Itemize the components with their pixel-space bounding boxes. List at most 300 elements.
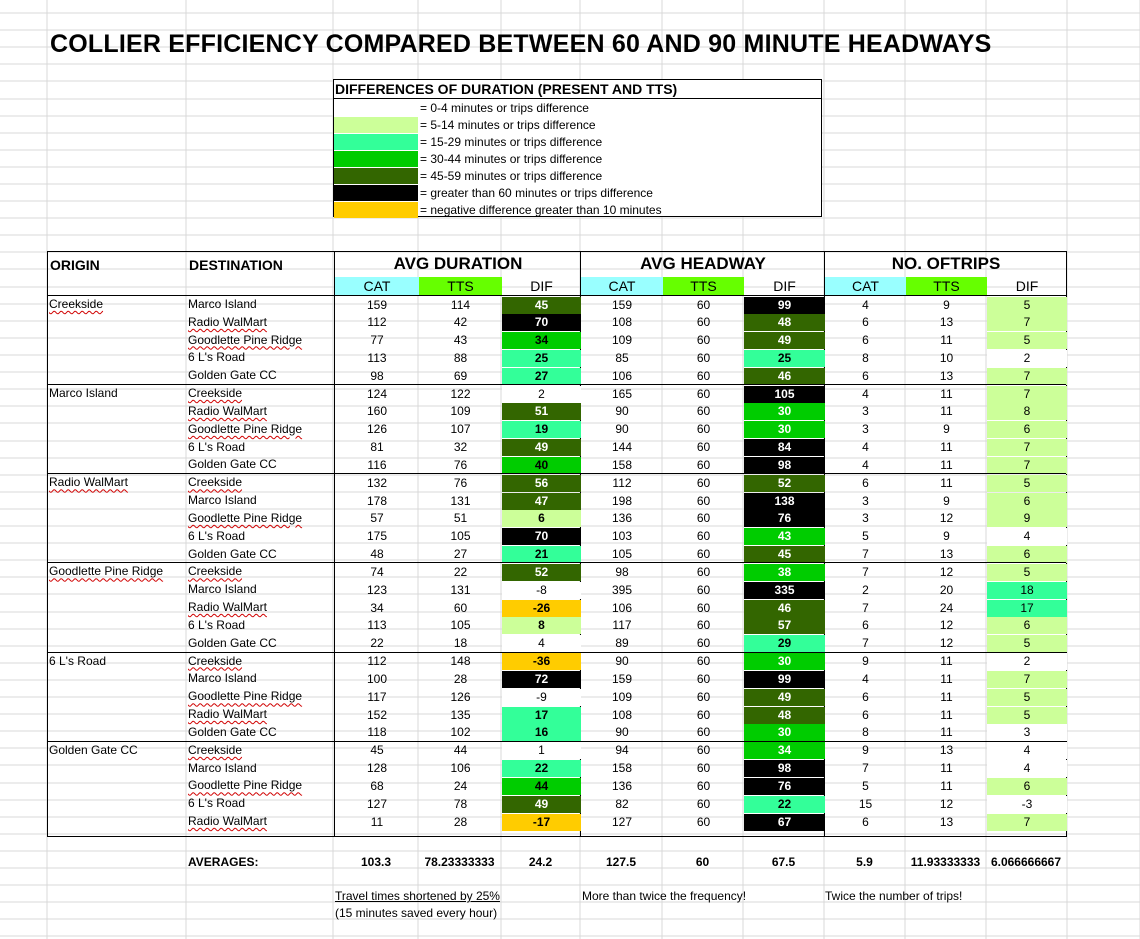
duration-tts-cell: 122 — [450, 386, 471, 401]
duration-cat-cell: 81 — [370, 440, 384, 455]
destination-label: Creekside — [188, 564, 243, 579]
origin-label: 6 L's Road — [49, 653, 106, 668]
duration-tts-cell: 43 — [453, 333, 468, 348]
duration-cat-cell: 118 — [367, 725, 387, 740]
trips-cat-cell: 8 — [862, 725, 869, 740]
destination-label: Radio WalMart — [188, 314, 267, 329]
trips-tts-cell: 11 — [940, 475, 953, 490]
duration-dif-cell: 17 — [502, 707, 581, 724]
destination-label: Creekside — [188, 386, 243, 401]
dif-column-header: DIF — [773, 278, 796, 294]
trips-tts-cell: 9 — [943, 493, 950, 508]
headway-cat-cell: 106 — [611, 368, 633, 383]
trips-cat-cell: 7 — [862, 564, 869, 579]
trips-tts-cell: 11 — [940, 725, 953, 740]
duration-dif-cell: 16 — [502, 724, 581, 741]
headway-tts-cell: 60 — [696, 778, 711, 793]
duration-cat-cell: 132 — [366, 475, 388, 490]
headway-dif-cell: 76 — [744, 510, 825, 527]
origin-label: Golden Gate CC — [49, 742, 138, 757]
trips-cat-cell: 8 — [862, 350, 869, 365]
duration-dif-cell: 34 — [502, 332, 581, 349]
destination-label: Marco Island — [188, 297, 257, 311]
tts-column-header: TTS — [663, 277, 744, 295]
duration-cat-cell: 123 — [366, 582, 388, 597]
duration-cat-cell: 113 — [367, 350, 387, 365]
duration-dif-cell: 72 — [502, 671, 581, 688]
trips-tts-cell: 10 — [939, 350, 954, 365]
headway-dif-cell: 48 — [744, 314, 825, 331]
duration-tts-cell: 107 — [450, 422, 471, 437]
average-value: 78.23333333 — [424, 855, 495, 869]
duration-cat-cell: 113 — [367, 618, 387, 633]
trips-cat-cell: 6 — [862, 315, 869, 330]
duration-dif-cell: -36 — [502, 653, 581, 670]
trips-dif-cell: 7 — [987, 457, 1067, 474]
headway-tts-cell: 60 — [696, 547, 711, 562]
headway-dif-cell: 138 — [744, 493, 825, 510]
headway-dif-cell: 30 — [744, 724, 825, 741]
headway-tts-cell: 60 — [696, 671, 711, 686]
duration-dif-cell: 4 — [502, 635, 581, 652]
duration-tts-cell: 148 — [450, 654, 471, 669]
destination-label: Goodlette Pine Ridge — [188, 421, 303, 436]
origin-label: Radio WalMart — [49, 475, 128, 490]
trips-cat-cell: 7 — [862, 600, 869, 615]
headway-cat-cell: 136 — [611, 778, 633, 793]
trips-dif-cell: 7 — [987, 314, 1067, 331]
headway-dif-cell: 22 — [744, 796, 825, 813]
destination-label: Creekside — [188, 475, 243, 490]
duration-cat-cell: 77 — [370, 333, 384, 348]
headway-tts-cell: 60 — [696, 725, 711, 740]
duration-dif-cell: 25 — [502, 350, 581, 367]
trips-cat-cell: 4 — [862, 386, 869, 401]
duration-tts-cell: 131 — [450, 582, 471, 597]
trips-dif-cell: 4 — [987, 760, 1067, 777]
headway-tts-cell: 60 — [696, 457, 711, 472]
legend-swatch — [334, 100, 418, 116]
destination-label: Creekside — [188, 653, 243, 668]
trips-dif-cell: 8 — [987, 403, 1067, 420]
duration-dif-cell: 27 — [502, 368, 581, 385]
destination-label: Marco Island — [188, 760, 257, 775]
dif-column-header: DIF — [1015, 278, 1039, 294]
destination-label: Marco Island — [188, 582, 257, 597]
trips-tts-cell: 9 — [943, 529, 950, 544]
headway-dif-cell: 48 — [744, 707, 825, 724]
averages-label: AVERAGES: — [188, 855, 259, 869]
duration-cat-cell: 68 — [370, 778, 384, 793]
duration-tts-cell: 28 — [453, 671, 468, 686]
headway-cat-cell: 109 — [611, 689, 633, 704]
headway-cat-cell: 158 — [611, 457, 633, 472]
duration-cat-cell: 112 — [367, 654, 387, 669]
destination-label: 6 L's Road — [188, 528, 245, 543]
trips-dif-cell: 9 — [987, 510, 1067, 527]
destination-label: Golden Gate CC — [188, 457, 277, 472]
headway-cat-cell: 108 — [611, 707, 633, 722]
trips-tts-cell: 24 — [939, 600, 954, 615]
legend-label: = 0-4 minutes or trips difference — [420, 101, 589, 115]
headway-dif-cell: 25 — [744, 350, 825, 367]
dif-column-header: DIF — [530, 278, 553, 294]
trips-dif-cell: 4 — [987, 742, 1067, 759]
trips-tts-cell: 11 — [940, 778, 953, 793]
headway-tts-cell: 60 — [696, 796, 711, 811]
duration-tts-cell: 135 — [450, 707, 471, 722]
trips-dif-cell: 2 — [987, 653, 1067, 670]
duration-cat-cell: 152 — [366, 707, 388, 722]
duration-tts-cell: 28 — [453, 814, 468, 829]
trips-tts-cell: 11 — [940, 386, 953, 401]
trips-tts-cell: 11 — [940, 761, 953, 776]
trips-dif-cell: 3 — [987, 724, 1067, 741]
comparison-table — [47, 251, 1067, 837]
duration-tts-cell: 126 — [450, 689, 471, 704]
duration-note-sub: (15 minutes saved every hour) — [335, 906, 498, 920]
duration-dif-cell: 70 — [502, 314, 581, 331]
trips-tts-cell: 12 — [939, 796, 954, 811]
destination-label: Golden Gate CC — [188, 724, 277, 739]
headway-dif-cell: 335 — [744, 582, 825, 599]
avg-duration-header: AVG DURATION — [393, 254, 523, 273]
trips-cat-cell: 6 — [862, 618, 869, 633]
headway-tts-cell: 60 — [696, 689, 711, 704]
headway-cat-cell: 165 — [611, 386, 633, 401]
trips-tts-cell: 20 — [939, 582, 954, 597]
headway-dif-cell: 98 — [744, 457, 825, 474]
headway-cat-cell: 90 — [615, 654, 629, 669]
trips-dif-cell: 18 — [987, 582, 1067, 599]
trips-dif-cell: 5 — [987, 564, 1067, 581]
legend-swatch — [334, 117, 418, 133]
headway-cat-cell: 103 — [611, 529, 633, 544]
headway-tts-cell: 60 — [696, 315, 711, 330]
duration-cat-cell: 124 — [366, 386, 388, 401]
legend-swatch — [334, 202, 418, 218]
duration-cat-cell: 116 — [367, 457, 387, 472]
duration-cat-cell: 57 — [370, 511, 384, 526]
trips-tts-cell: 12 — [939, 618, 954, 633]
destination-label: Radio WalMart — [188, 403, 267, 418]
headway-cat-cell: 198 — [611, 493, 633, 508]
trips-tts-cell: 11 — [940, 671, 953, 686]
duration-dif-cell: 44 — [502, 778, 581, 795]
destination-label: Radio WalMart — [188, 600, 267, 615]
legend-swatch — [334, 134, 418, 150]
trips-tts-cell: 11 — [940, 654, 953, 669]
duration-dif-cell: -8 — [502, 582, 581, 599]
trips-dif-cell: 6 — [987, 493, 1067, 510]
average-value: 11.93333333 — [910, 855, 981, 869]
destination-header: DESTINATION — [189, 257, 283, 273]
duration-dif-cell: 56 — [502, 475, 581, 492]
headway-dif-cell: 49 — [744, 689, 825, 706]
average-value: 67.5 — [771, 855, 796, 869]
legend-label: = 45-59 minutes or trips difference — [420, 169, 603, 183]
trips-dif-cell: 5 — [987, 689, 1067, 706]
headway-tts-cell: 60 — [696, 386, 711, 401]
trips-dif-cell: 4 — [987, 528, 1067, 545]
duration-cat-cell: 22 — [370, 636, 384, 651]
headway-tts-cell: 60 — [696, 529, 711, 544]
trips-dif-cell: 6 — [987, 421, 1067, 438]
destination-label: Goodlette Pine Ridge — [188, 778, 303, 793]
headway-dif-cell: 29 — [744, 635, 825, 652]
headway-tts-cell: 60 — [696, 404, 711, 419]
headway-tts-cell: 60 — [696, 814, 711, 829]
trips-tts-cell: 13 — [939, 814, 954, 829]
no-of-trips-header: NO. OFTRIPS — [891, 254, 1001, 273]
headway-cat-cell: 108 — [611, 315, 633, 330]
headway-cat-cell: 98 — [615, 564, 629, 579]
headway-cat-cell: 112 — [612, 475, 632, 490]
duration-tts-cell: 60 — [453, 600, 468, 615]
headway-tts-cell: 60 — [696, 707, 711, 722]
duration-cat-cell: 128 — [366, 761, 388, 776]
trips-cat-cell: 9 — [862, 743, 869, 758]
duration-dif-cell: 70 — [502, 528, 581, 545]
duration-cat-cell: 11 — [370, 814, 384, 829]
duration-tts-cell: 109 — [450, 404, 471, 419]
trips-cat-cell: 5 — [862, 529, 869, 544]
duration-cat-cell: 100 — [366, 671, 388, 686]
headway-dif-cell: 38 — [744, 564, 825, 581]
duration-tts-cell: 32 — [453, 440, 468, 455]
trips-cat-cell: 6 — [862, 707, 869, 722]
duration-tts-cell: 105 — [450, 529, 471, 544]
trips-cat-cell: 4 — [862, 440, 869, 455]
trips-dif-cell: 2 — [987, 350, 1067, 367]
duration-dif-cell: 51 — [502, 403, 581, 420]
duration-dif-cell: 40 — [502, 457, 581, 474]
duration-cat-cell: 175 — [366, 529, 388, 544]
headway-dif-cell: 49 — [744, 332, 825, 349]
trips-cat-cell: 3 — [862, 422, 869, 437]
duration-cat-cell: 45 — [370, 743, 384, 758]
legend-label: = 30-44 minutes or trips difference — [420, 152, 603, 166]
legend-divider — [334, 98, 821, 99]
headway-cat-cell: 89 — [615, 636, 629, 651]
trips-dif-cell: 6 — [987, 778, 1067, 795]
trips-tts-cell: 9 — [943, 422, 950, 437]
headway-tts-cell: 60 — [696, 475, 711, 490]
trips-dif-cell: 5 — [987, 297, 1067, 314]
duration-dif-cell: 2 — [502, 386, 581, 403]
trips-dif-cell: 5 — [987, 332, 1067, 349]
trips-cat-cell: 6 — [862, 475, 869, 490]
tts-column-header: TTS — [906, 277, 987, 295]
headway-tts-cell: 60 — [696, 350, 711, 365]
trips-tts-cell: 11 — [940, 333, 953, 348]
duration-dif-cell: 47 — [502, 493, 581, 510]
duration-cat-cell: 160 — [366, 404, 388, 419]
duration-tts-cell: 106 — [450, 761, 471, 776]
headway-tts-cell: 60 — [696, 564, 711, 579]
trips-cat-cell: 3 — [862, 511, 869, 526]
trips-tts-cell: 12 — [939, 564, 954, 579]
origin-header: ORIGIN — [50, 257, 100, 273]
destination-label: 6 L's Road — [188, 617, 245, 632]
trips-dif-cell: 7 — [987, 368, 1067, 385]
trips-dif-cell: 6 — [987, 546, 1067, 563]
duration-tts-cell: 51 — [453, 511, 468, 526]
duration-tts-cell: 24 — [453, 778, 468, 793]
headway-tts-cell: 60 — [696, 297, 711, 312]
duration-tts-cell: 105 — [450, 618, 471, 633]
headway-tts-cell: 60 — [696, 761, 711, 776]
legend-label: = negative difference greater than 10 minutes — [420, 203, 662, 217]
page-title: COLLIER EFFICIENCY COMPARED BETWEEN 60 AND 90 MINUTE HEADWAYS — [50, 30, 992, 58]
duration-cat-cell: 48 — [370, 547, 384, 562]
headway-cat-cell: 159 — [611, 671, 633, 686]
trips-tts-cell: 13 — [939, 743, 954, 758]
duration-cat-cell: 34 — [370, 600, 384, 615]
origin-label: Goodlette Pine Ridge — [49, 564, 164, 579]
trips-note: Twice the number of trips! — [825, 889, 963, 903]
duration-tts-cell: 131 — [450, 493, 471, 508]
trips-dif-cell: 5 — [987, 635, 1067, 652]
headway-dif-cell: 67 — [744, 814, 825, 831]
duration-dif-cell: 21 — [502, 546, 581, 563]
headway-cat-cell: 117 — [612, 618, 632, 633]
trips-tts-cell: 13 — [939, 368, 954, 383]
trips-cat-cell: 5 — [862, 778, 869, 793]
trips-tts-cell: 12 — [939, 636, 954, 651]
duration-dif-cell: 22 — [502, 760, 581, 777]
trips-cat-cell: 7 — [862, 761, 869, 776]
legend-label: = 15-29 minutes or trips difference — [420, 135, 603, 149]
headway-dif-cell: 99 — [744, 671, 825, 688]
duration-dif-cell: 6 — [502, 510, 581, 527]
trips-cat-cell: 6 — [862, 814, 869, 829]
headway-tts-cell: 60 — [696, 743, 711, 758]
headway-dif-cell: 105 — [744, 386, 825, 403]
trips-dif-cell: 7 — [987, 439, 1067, 456]
legend-swatch — [334, 168, 418, 184]
trips-dif-cell: 17 — [987, 600, 1067, 617]
destination-label: Golden Gate CC — [188, 546, 277, 561]
legend-label: = greater than 60 minutes or trips difference — [420, 186, 653, 200]
duration-tts-cell: 88 — [453, 350, 468, 365]
duration-tts-cell: 76 — [453, 475, 468, 490]
duration-dif-cell: 8 — [502, 617, 581, 634]
average-value: 5.9 — [856, 855, 873, 869]
headway-cat-cell: 94 — [615, 743, 629, 758]
destination-label: 6 L's Road — [188, 796, 245, 811]
trips-dif-cell: -3 — [987, 796, 1067, 813]
headway-cat-cell: 159 — [611, 297, 633, 312]
trips-cat-cell: 9 — [862, 654, 869, 669]
legend-swatch — [334, 185, 418, 201]
origin-label: Creekside — [49, 297, 104, 311]
headway-note: More than twice the frequency! — [582, 889, 747, 903]
duration-tts-cell: 69 — [453, 368, 468, 383]
cat-column-header: CAT — [825, 277, 906, 295]
tts-column-header: TTS — [419, 277, 502, 295]
trips-cat-cell: 4 — [862, 457, 869, 472]
duration-cat-cell: 74 — [370, 564, 384, 579]
duration-note: Travel times shortened by 25% — [335, 889, 500, 903]
trips-cat-cell: 4 — [862, 671, 869, 686]
destination-label: Marco Island — [188, 493, 257, 508]
trips-cat-cell: 3 — [862, 493, 869, 508]
headway-cat-cell: 136 — [611, 511, 633, 526]
duration-tts-cell: 42 — [453, 315, 468, 330]
trips-cat-cell: 7 — [862, 636, 869, 651]
cat-column-header: CAT — [581, 277, 663, 295]
average-value: 103.3 — [360, 855, 392, 869]
trips-dif-cell: 7 — [987, 671, 1067, 688]
trips-dif-cell: 7 — [987, 814, 1067, 831]
trips-cat-cell: 6 — [862, 689, 869, 704]
destination-label: Golden Gate CC — [188, 368, 277, 383]
headway-tts-cell: 60 — [696, 618, 711, 633]
duration-cat-cell: 127 — [366, 796, 388, 811]
legend-label: = 5-14 minutes or trips difference — [420, 118, 596, 132]
headway-cat-cell: 90 — [615, 725, 629, 740]
headway-tts-cell: 60 — [696, 636, 711, 651]
headway-dif-cell: 98 — [744, 760, 825, 777]
headway-cat-cell: 158 — [611, 761, 633, 776]
headway-cat-cell: 144 — [611, 440, 633, 455]
trips-cat-cell: 6 — [862, 368, 869, 383]
duration-cat-cell: 117 — [367, 689, 387, 704]
headway-dif-cell: 99 — [744, 297, 825, 314]
headway-dif-cell: 84 — [744, 439, 825, 456]
trips-dif-cell: 6 — [987, 617, 1067, 634]
duration-dif-cell: -26 — [502, 600, 581, 617]
duration-tts-cell: 18 — [453, 636, 468, 651]
origin-label: Marco Island — [49, 386, 118, 401]
trips-tts-cell: 13 — [939, 315, 954, 330]
headway-tts-cell: 60 — [696, 333, 711, 348]
headway-cat-cell: 90 — [615, 404, 629, 419]
destination-label: Goodlette Pine Ridge — [188, 332, 303, 347]
duration-cat-cell: 98 — [370, 368, 384, 383]
headway-dif-cell: 46 — [744, 368, 825, 385]
destination-label: 6 L's Road — [188, 350, 245, 365]
average-value: 127.5 — [605, 855, 637, 869]
headway-tts-cell: 60 — [696, 600, 711, 615]
duration-cat-cell: 159 — [366, 297, 388, 312]
duration-dif-cell: -17 — [502, 814, 581, 831]
duration-dif-cell: -9 — [502, 689, 581, 706]
destination-label: Goodlette Pine Ridge — [188, 510, 303, 525]
headway-tts-cell: 60 — [696, 440, 711, 455]
duration-tts-cell: 76 — [453, 457, 468, 472]
duration-tts-cell: 102 — [450, 725, 471, 740]
average-value: 6.066666667 — [990, 855, 1062, 869]
trips-dif-cell: 7 — [987, 386, 1067, 403]
trips-cat-cell: 3 — [862, 404, 869, 419]
trips-cat-cell: 2 — [862, 582, 869, 597]
legend-swatch — [334, 151, 418, 167]
headway-tts-cell: 60 — [696, 493, 711, 508]
duration-cat-cell: 112 — [367, 315, 387, 330]
trips-dif-cell: 5 — [987, 475, 1067, 492]
destination-label: Goodlette Pine Ridge — [188, 689, 303, 704]
headway-dif-cell: 46 — [744, 600, 825, 617]
average-value: 24.2 — [528, 855, 553, 869]
legend — [333, 79, 822, 217]
trips-tts-cell: 11 — [940, 440, 953, 455]
duration-tts-cell: 78 — [453, 796, 468, 811]
headway-dif-cell: 43 — [744, 528, 825, 545]
duration-dif-cell: 49 — [502, 439, 581, 456]
headway-dif-cell: 30 — [744, 653, 825, 670]
